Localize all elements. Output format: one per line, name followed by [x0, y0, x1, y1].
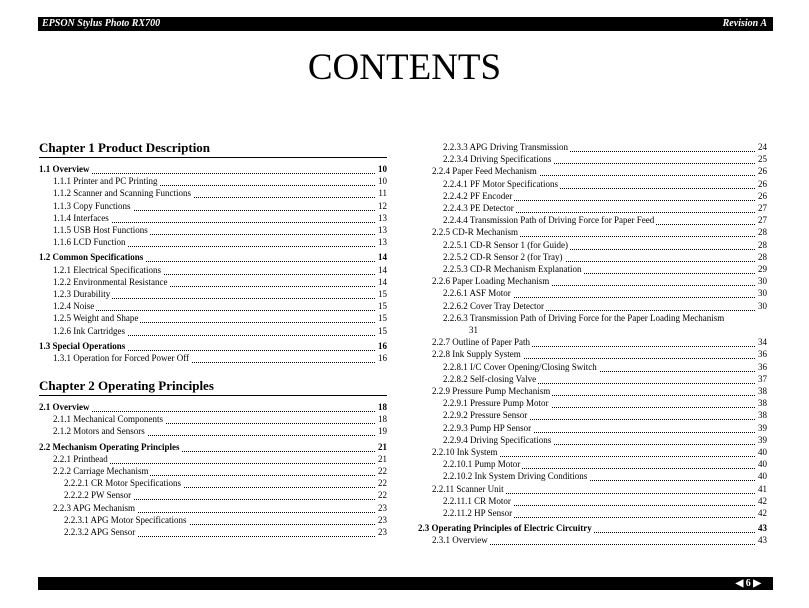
toc-entry-label: 1.1.3 Copy Functions — [53, 200, 131, 211]
toc-entry-page: 14 — [378, 276, 387, 287]
toc-entry-label: 1.2.3 Durability — [53, 289, 111, 299]
toc-entry-page: 36 — [758, 361, 767, 372]
toc-entry-label: 1.2.2 Environmental Resistance — [53, 276, 168, 287]
toc-entry-label: 2.1.2 Motors and Sensors — [53, 426, 145, 437]
toc-entry-page: 30 — [758, 300, 767, 311]
toc-entry-page: 11 — [378, 188, 387, 199]
toc-entry-page: 23 — [378, 527, 387, 537]
toc-entry-label: 1.1.5 USB Host Functions — [53, 225, 148, 235]
toc-entry-page: 38 — [758, 386, 767, 396]
toc-entry-page: 40 — [758, 471, 767, 482]
toc-entry-page: 23 — [378, 502, 387, 513]
toc-entry-page: 10 — [378, 176, 387, 187]
toc-entry-label: 2.2.1 Printhead — [53, 453, 108, 464]
toc-entry-label: 2.1.1 Mechanical Components — [53, 414, 163, 425]
toc-entry-page: 42 — [758, 508, 767, 518]
toc-entry-page: 15 — [378, 325, 387, 336]
toc-entry-label: 2.3.1 Overview — [432, 535, 488, 546]
toc-entry-page: 39 — [758, 434, 767, 445]
toc-entry-label: 2.2.4.4 Transmission Path of Driving Force for Paper Feed — [443, 215, 655, 226]
toc-entry-page: 39 — [758, 422, 767, 433]
toc-entry-page: 22 — [378, 490, 387, 501]
toc-entry-label: 2.1 Overview — [39, 402, 90, 412]
toc-entry-label: 2.2.4.1 PF Motor Specifications — [443, 178, 558, 189]
toc-entry-page: 41 — [758, 483, 767, 494]
toc-entry-page: 38 — [758, 398, 767, 409]
toc-entry-label: 2.2.9.1 Pressure Pump Motor — [443, 398, 549, 409]
toc-entry-label: 2.2.3.1 APG Motor Specifications — [64, 514, 187, 525]
toc-entry-label: 1.1.2 Scanner and Scanning Functions — [53, 188, 191, 199]
toc-entry-page: 25 — [758, 154, 767, 165]
toc-entry-page: 34 — [758, 337, 767, 348]
toc-entry-page: 13 — [378, 237, 387, 248]
toc-entry-page: 29 — [758, 264, 767, 274]
toc-entry-label: 1.2.6 Ink Cartridges — [53, 325, 125, 336]
toc-entry-page: 28 — [758, 227, 767, 238]
toc-entry-label: 2.2.9.2 Pressure Sensor — [443, 410, 528, 421]
toc-entry-label: 1.1.1 Printer and PC Printing — [53, 176, 158, 187]
revision-label: Revision A — [722, 18, 767, 29]
toc-entry-page: 30 — [758, 288, 767, 299]
toc-entry-label: 2.2.4.3 PE Detector — [443, 203, 514, 213]
page-number[interactable]: ◀ 6 ▶ — [735, 578, 761, 589]
toc-entry-label: 2.2.5 CD-R Mechanism — [432, 227, 518, 238]
toc-entry-label: 2.2.8.1 I/C Cover Opening/Closing Switch — [443, 361, 597, 372]
toc-entry-label: 2.2.11.2 HP Sensor — [443, 508, 513, 518]
toc-entry-page: 14 — [378, 252, 387, 263]
toc-entry-label: 2.2.3.3 APG Driving Transmission — [443, 142, 569, 152]
toc-entry-page: 26 — [758, 190, 767, 201]
toc-entry-page: 22 — [378, 478, 387, 489]
toc-entry-page: 21 — [378, 441, 387, 452]
toc-entry-page: 26 — [758, 178, 767, 189]
toc-entry-label: 1.2 Common Specifications — [39, 252, 144, 263]
toc-entry-page: 38 — [758, 410, 767, 421]
toc-entry-page: 43 — [758, 535, 767, 546]
toc-entry-page: 13 — [378, 225, 387, 235]
chapter-rule — [39, 157, 387, 158]
toc-entry-label: 2.2.11.1 CR Motor — [443, 495, 511, 506]
toc-entry-page: 28 — [758, 251, 767, 262]
toc-entry-page: 14 — [378, 264, 387, 275]
chapter-rule — [39, 395, 387, 396]
toc-entry-page: 40 — [758, 459, 767, 470]
toc-entry-label: 2.2.3 APG Mechanism — [53, 502, 135, 513]
toc-entry-label: 1.1.6 LCD Function — [53, 237, 126, 248]
toc-entry-page: 16 — [378, 340, 387, 351]
toc-entry-label: 2.2.5.1 CD-R Sensor 1 (for Guide) — [443, 239, 568, 250]
toc-entry-label: 2.2.3.4 Driving Specifications — [443, 154, 552, 165]
document-header-bar — [38, 17, 773, 31]
toc-entry-page: 43 — [758, 523, 767, 534]
toc-entry-label: 2.2 Mechanism Operating Principles — [39, 441, 180, 452]
toc-entry-label: 2.2.8 Ink Supply System — [432, 349, 521, 360]
toc-entry-page: 15 — [378, 313, 387, 324]
toc-entry-label: 2.2.4.2 PF Encoder — [443, 190, 513, 201]
toc-entry-label: 1.2.5 Weight and Shape — [53, 313, 139, 324]
toc-entry-page: 28 — [758, 239, 767, 250]
document-title: EPSON Stylus Photo RX700 — [42, 18, 161, 29]
toc-entry-label: 2.2.7 Outline of Paper Path — [432, 337, 530, 348]
toc-entry-label: 2.2.10.1 Pump Motor — [443, 459, 521, 470]
toc-entry-label: 1.2.4 Noise — [53, 301, 95, 312]
toc-entry-label: 1.2.1 Electrical Specifications — [53, 264, 161, 275]
toc-entry-page: 15 — [378, 301, 387, 312]
toc-entry-page: 31 — [469, 324, 478, 335]
toc-entry-page: 27 — [758, 203, 767, 213]
toc-entry-label: 2.2.3.2 APG Sensor — [64, 527, 136, 537]
toc-entry-page: 10 — [378, 164, 387, 174]
toc-entry-label: 2.2.6.2 Cover Tray Detector — [443, 300, 544, 311]
toc-entry-page: 22 — [378, 466, 387, 476]
page-title: CONTENTS — [307, 47, 502, 88]
toc-entry-label: 2.2.2 Carriage Mechanism — [53, 466, 149, 476]
chapter-heading[interactable]: Chapter 2 Operating Principles — [39, 378, 214, 393]
toc-entry-label: 2.2.9.4 Driving Specifications — [443, 434, 552, 445]
toc-entry-label: 2.2.6 Paper Loading Mechanism — [432, 276, 550, 287]
toc-entry-label: 2.2.6.3 Transmission Path of Driving Force for the Paper Loading Mechanism — [443, 312, 725, 323]
toc-entry-page: 18 — [378, 402, 387, 412]
leader-dots — [53, 301, 387, 311]
toc-entry-page: 19 — [378, 426, 387, 437]
toc-entry-page: 18 — [378, 414, 387, 425]
toc-entry-label: 1.3.1 Operation for Forced Power Off — [53, 353, 190, 363]
toc-entry-page: 30 — [758, 276, 767, 287]
toc-entry-label: 2.2.2.2 PW Sensor — [64, 490, 132, 501]
document-footer-bar — [38, 577, 773, 590]
toc-entry-page: 36 — [758, 349, 767, 360]
toc-entry-label: 1.3 Special Operations — [39, 340, 126, 351]
toc-entry-page: 27 — [758, 215, 767, 226]
toc-entry-label: 2.3 Operating Principles of Electric Circuitry — [418, 523, 592, 534]
toc-entry-page: 42 — [758, 495, 767, 506]
toc-entry-page: 16 — [378, 353, 387, 363]
toc-entry-page: 21 — [378, 453, 387, 464]
chapter-heading[interactable]: Chapter 1 Product Description — [39, 140, 211, 155]
toc-entry-label: 2.2.4 Paper Feed Mechanism — [432, 166, 537, 177]
toc-entry-page: 13 — [378, 212, 387, 223]
toc-entry-label: 2.2.5.2 CD-R Sensor 2 (for Tray) — [443, 251, 563, 262]
toc-entry-label: 2.2.10 Ink System — [432, 447, 498, 457]
toc-entry-label: 2.2.2.1 CR Motor Specifications — [64, 478, 181, 489]
toc-entry-page: 40 — [758, 447, 767, 457]
toc-entry-label: 2.2.10.2 Ink System Driving Conditions — [443, 471, 588, 482]
toc-entry-page: 12 — [378, 200, 387, 211]
toc-entry-page: 24 — [758, 142, 767, 152]
toc-entry-page: 26 — [758, 166, 767, 177]
toc-entry-label: 2.2.9 Pressure Pump Mechanism — [432, 386, 551, 396]
toc-entry-label: 2.2.5.3 CD-R Mechanism Explanation — [443, 264, 582, 274]
toc-entry-label: 2.2.6.1 ASF Motor — [443, 288, 511, 299]
toc-entry-label: 2.2.9.3 Pump HP Sensor — [443, 422, 532, 433]
toc-entry-label: 2.2.11 Scanner Unit — [432, 483, 504, 494]
toc-entry-label: 1.1.4 Interfaces — [53, 212, 109, 223]
toc-entry-page: 15 — [378, 289, 387, 299]
toc-entry-label: 1.1 Overview — [39, 164, 90, 174]
toc-entry-page: 37 — [758, 373, 767, 384]
toc-entry-page: 23 — [378, 514, 387, 525]
toc-entry-label: 2.2.8.2 Self-closing Valve — [443, 373, 537, 384]
